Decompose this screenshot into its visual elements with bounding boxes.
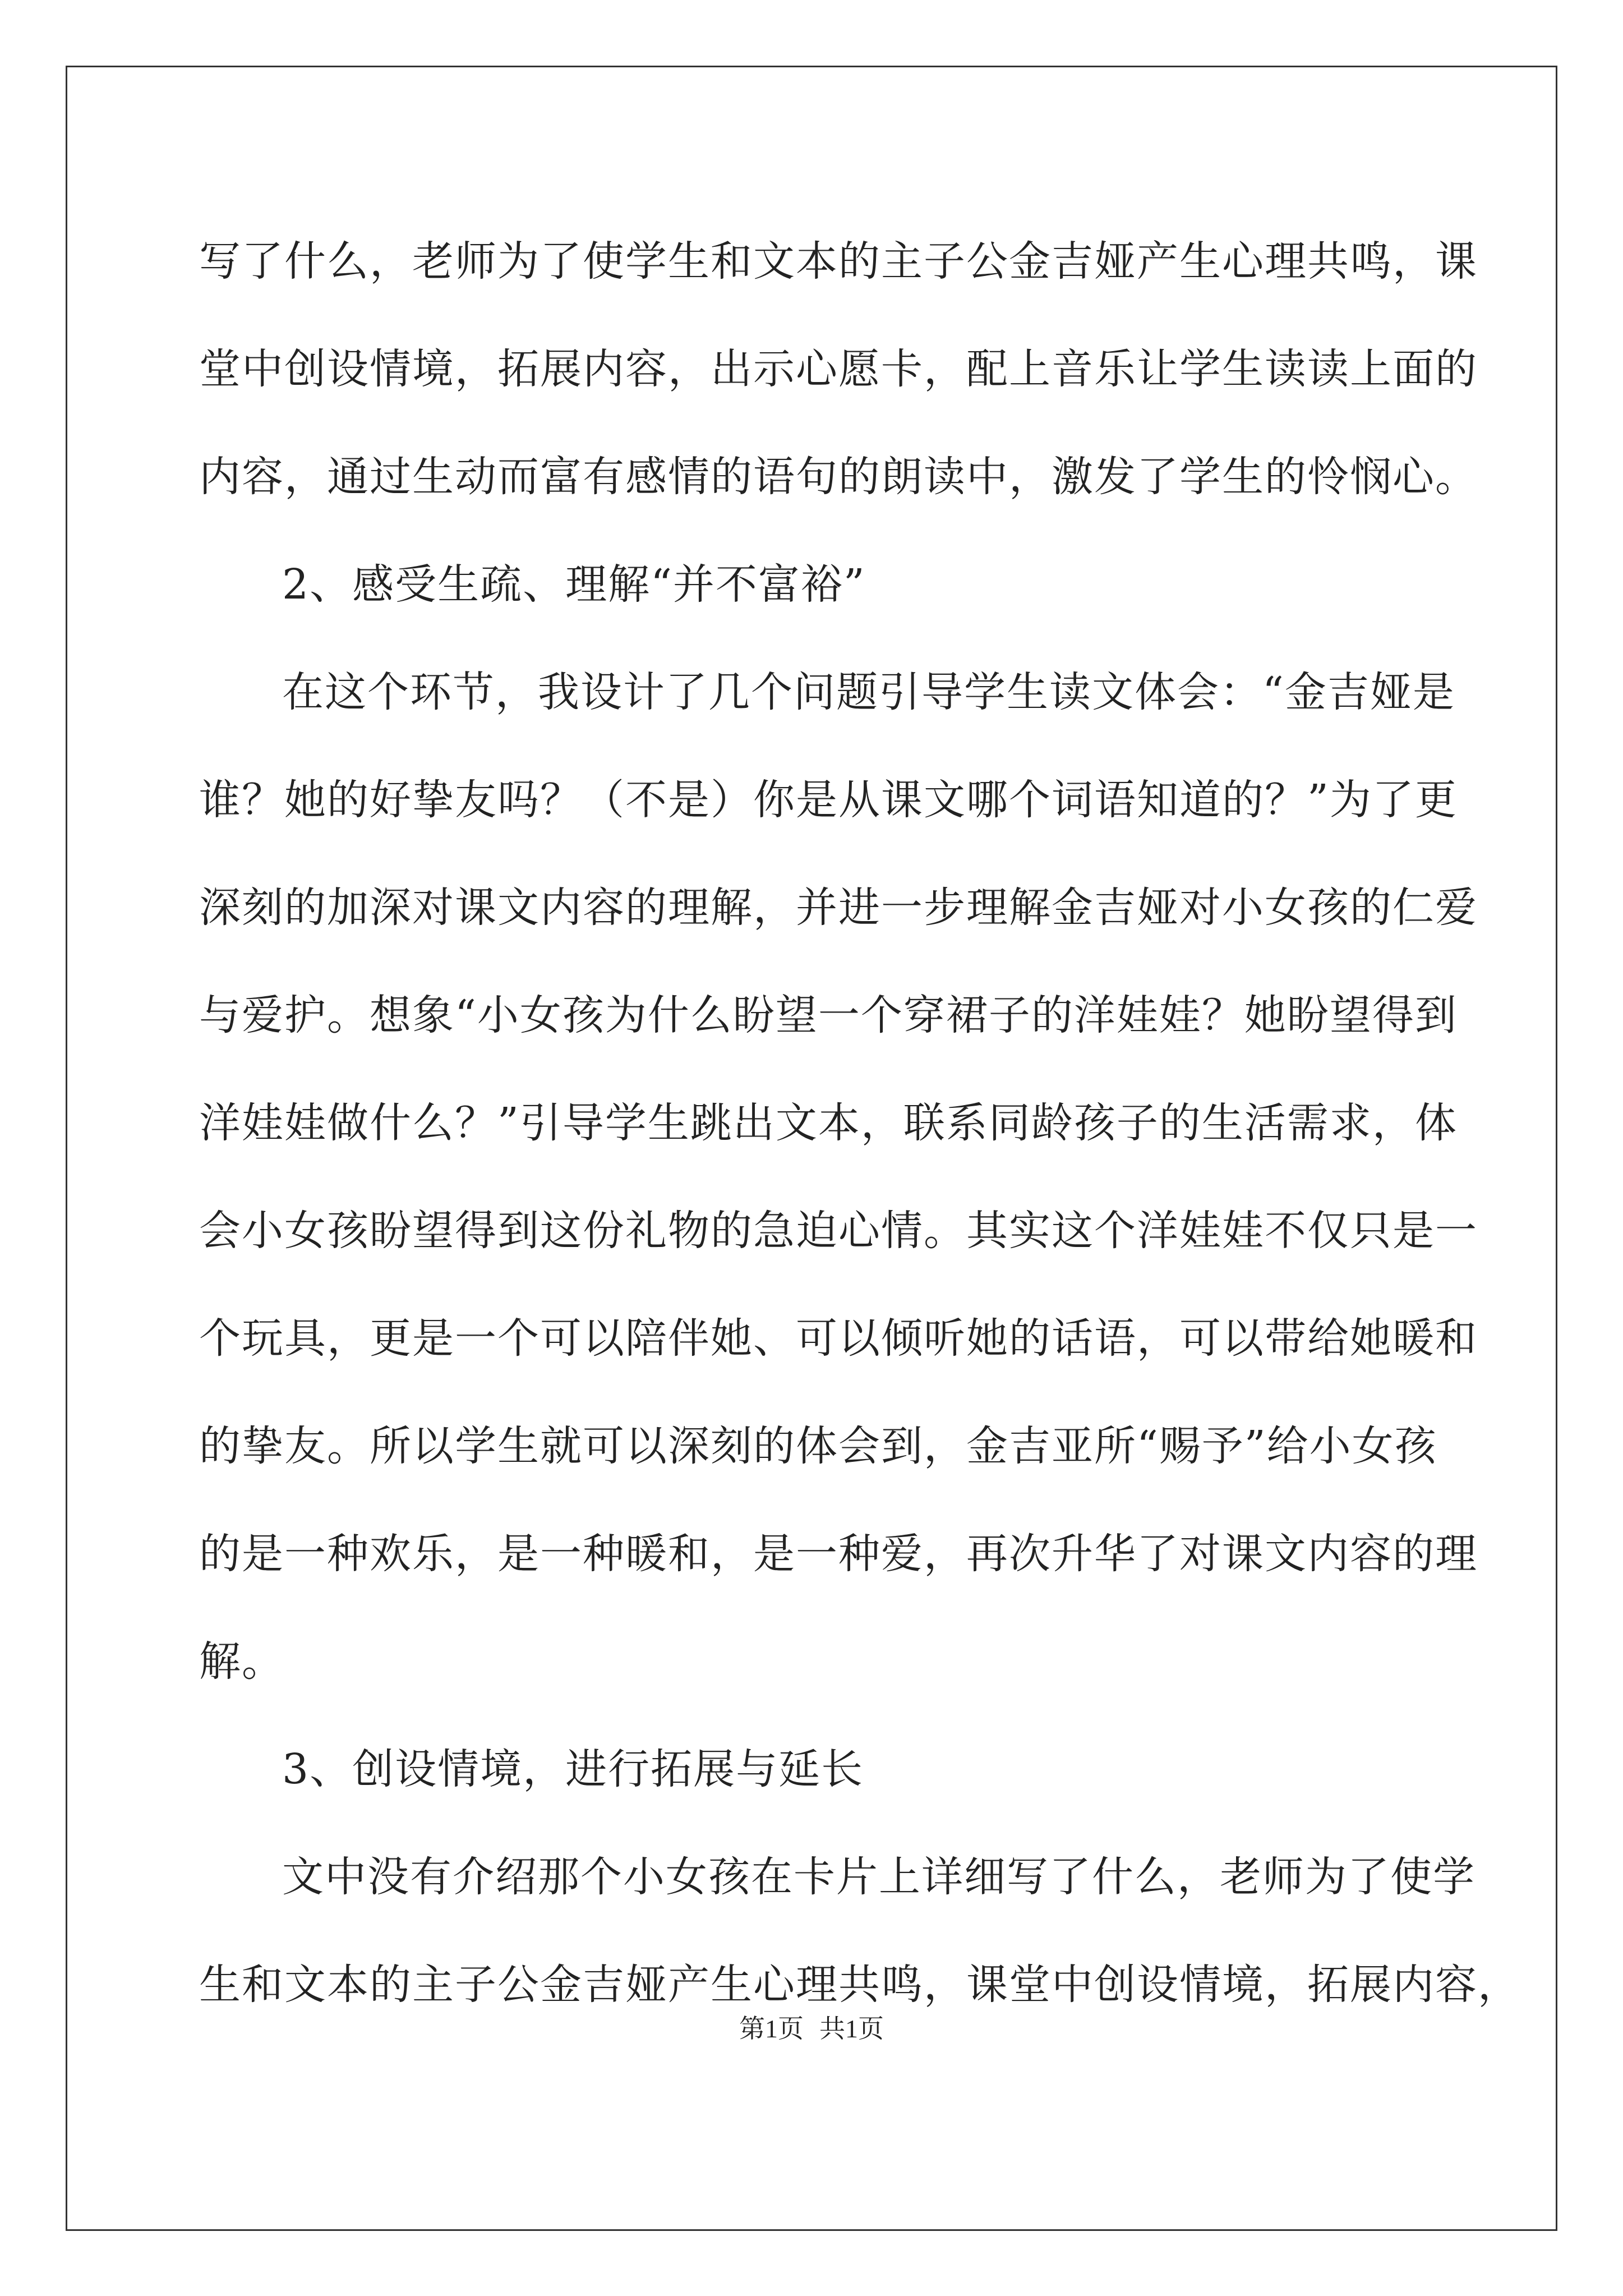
text-line: 内容，通过生动而富有感情的语句的朗读中，激发了学生的怜悯心。 xyxy=(199,453,1478,501)
section-heading: 2、感受生疏、理解“并不富裕” xyxy=(282,560,866,609)
text-line: 深刻的加深对课文内容的理解，并进一步理解金吉娅对小女孩的仁爱 xyxy=(199,884,1478,932)
text-line: 的挚友。所以学生就可以深刻的体会到，金吉亚所“赐予”给小女孩 xyxy=(199,1422,1437,1470)
text-line: 个玩具，更是一个可以陪伴她、可以倾听她的话语，可以带给她暖和 xyxy=(199,1314,1478,1363)
text-line: 谁？她的好挚友吗？（不是）你是从课文哪个词语知道的？”为了更 xyxy=(199,776,1458,824)
section-heading: 3、创设情境，进行拓展与延长 xyxy=(282,1745,864,1793)
text-line: 的是一种欢乐，是一种暖和，是一种爱，再次升华了对课文内容的理 xyxy=(199,1530,1478,1578)
text-line: 在这个环节，我设计了几个问题引导学生读文体会：“金吉娅是 xyxy=(282,668,1455,716)
text-line: 解。 xyxy=(199,1637,284,1686)
text-line: 文中没有介绍那个小女孩在卡片上详细写了什么，老师为了使学 xyxy=(282,1853,1476,1901)
text-line: 会小女孩盼望得到这份礼物的急迫心情。其实这个洋娃娃不仅只是一 xyxy=(199,1207,1478,1255)
text-line: 洋娃娃做什么？”引导学生跳出文本，联系同龄孩子的生活需求，体 xyxy=(199,1099,1458,1147)
page-number: 第1页 xyxy=(739,2014,804,2043)
text-line: 堂中创设情境，拓展内容，出示心愿卡，配上音乐让学生读读上面的 xyxy=(199,345,1478,393)
text-line: 写了什么，老师为了使学生和文本的主子公金吉娅产生心理共鸣，课 xyxy=(199,237,1478,286)
text-line: 与爱护。想象“小女孩为什么盼望一个穿裙子的洋娃娃？她盼望得到 xyxy=(199,991,1458,1039)
page-total: 共1页 xyxy=(819,2014,884,2043)
document-body xyxy=(199,208,1520,2039)
page-footer xyxy=(0,2008,1623,2045)
text-line: 生和文本的主子公金吉娅产生心理共鸣，课堂中创设情境，拓展内容， xyxy=(199,1961,1520,2009)
